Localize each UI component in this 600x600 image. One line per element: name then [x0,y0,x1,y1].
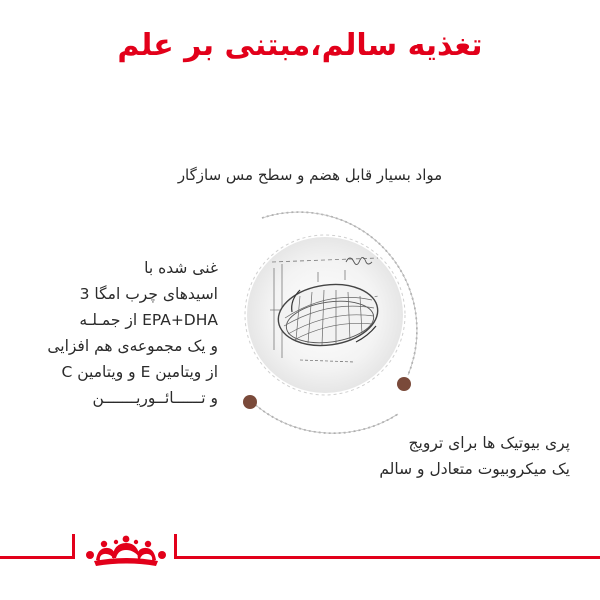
footer-tick-left [72,534,75,559]
footer-line-left [0,556,72,559]
page-title: تغذیه سالم،مبتنی بر علم [117,28,483,63]
omega3-caption-line: از ویتامین E و ویتامین C [61,363,218,381]
digestibility-caption: مواد بسیار قابل هضم و سطح مس سازگار [177,166,443,184]
prebiotics-caption-line: یک میکروبیوت متعادل و سالم [379,460,570,478]
connector-dot [397,377,411,391]
omega3-caption-line: و تــــــائــوریـــــــن [92,389,218,407]
outer-arc-bottom-line [248,398,398,433]
omega3-caption-line: EPA+DHA از جمـلـه [79,311,218,329]
omega3-caption-line: و یک مجموعه‌ی هم افزایی [47,337,218,355]
footer-line-right [177,556,600,559]
royal-crown-icon [80,535,172,571]
prebiotics-caption-line: پری بیوتیک ها برای ترویج [408,434,570,452]
omega3-caption-line: اسیدهای چرب امگا 3 [79,285,218,303]
omega3-caption-line: غنی شده با [144,259,218,277]
connector-dot [243,395,257,409]
